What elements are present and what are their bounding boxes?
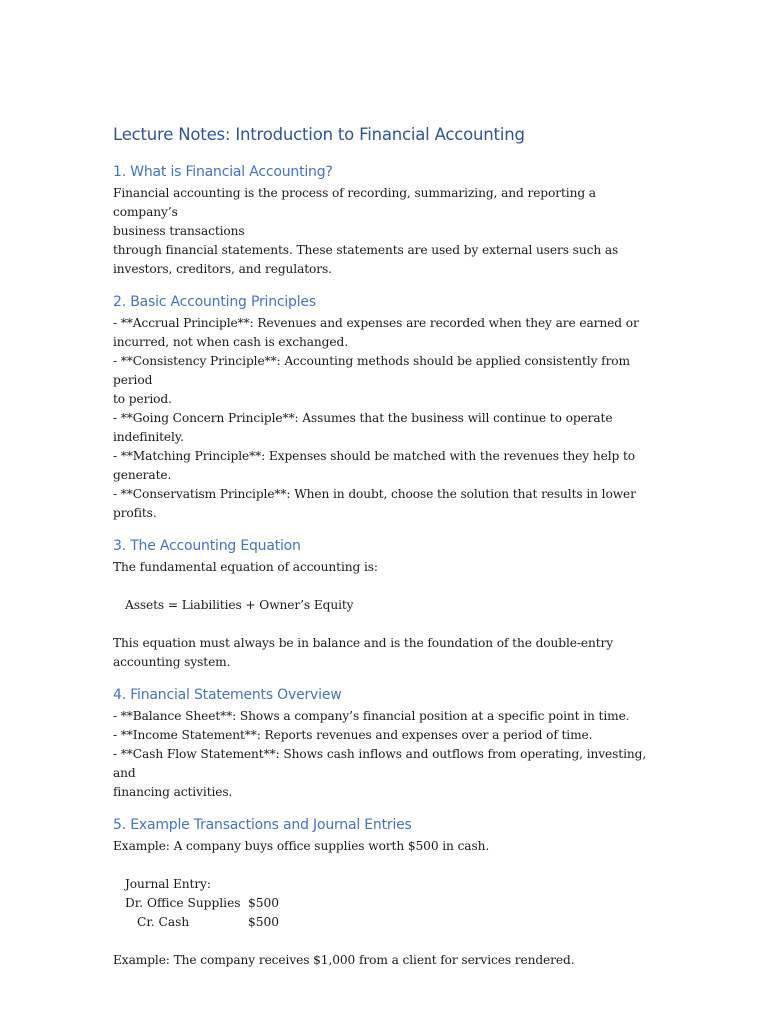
principle-line: - **Conservatism Principle**: When in doubt, choose the solution that results in lower bbox=[113, 487, 636, 501]
principle-line: - **Accrual Principle**: Revenues and expenses are recorded when they are earned or bbox=[113, 316, 639, 330]
paragraph-line: Financial accounting is the process of recording, summarizing, and reporting a company’s bbox=[113, 186, 596, 219]
equation-intro: The fundamental equation of accounting is: bbox=[113, 560, 378, 574]
principle-line: generate. bbox=[113, 468, 172, 482]
section-heading: 1. What is Financial Accounting? bbox=[113, 164, 333, 180]
section-example-transactions bbox=[113, 815, 663, 970]
principle-line: to period. bbox=[113, 392, 172, 406]
spacer bbox=[113, 615, 663, 634]
journal-credit-row bbox=[125, 913, 663, 932]
section-accounting-equation bbox=[113, 536, 663, 672]
accounting-equation: Assets = Liabilities + Owner’s Equity bbox=[125, 598, 354, 612]
spacer bbox=[113, 577, 663, 596]
journal-entry-title: Journal Entry: bbox=[125, 877, 211, 891]
section-heading: 4. Financial Statements Overview bbox=[113, 687, 342, 703]
statement-line: - **Balance Sheet**: Shows a company’s financial position at a specific point in time. bbox=[113, 709, 630, 723]
paragraph-line: This equation must always be in balance and is the foundation of the double-entry bbox=[113, 636, 614, 650]
credit-amount: $500 bbox=[248, 915, 280, 929]
document-body bbox=[113, 124, 663, 983]
section-what-is-financial-accounting bbox=[113, 162, 663, 279]
paragraph-line: investors, creditors, and regulators. bbox=[113, 262, 332, 276]
journal-entry bbox=[113, 875, 663, 932]
section-heading: 3. The Accounting Equation bbox=[113, 538, 301, 554]
journal-debit-row bbox=[125, 894, 663, 913]
example-line: Example: The company receives $1,000 from a client for services rendered. bbox=[113, 953, 575, 967]
paragraph-line: through financial statements. These statements are used by external users such as bbox=[113, 243, 619, 257]
section-basic-accounting-principles bbox=[113, 292, 663, 523]
document-title: Lecture Notes: Introduction to Financial Accounting bbox=[113, 125, 525, 144]
principle-line: indefinitely. bbox=[113, 430, 184, 444]
example-line: Example: A company buys office supplies worth $500 in cash. bbox=[113, 839, 490, 853]
statement-line: - **Income Statement**: Reports revenues and expenses over a period of time. bbox=[113, 728, 593, 742]
paragraph-line: accounting system. bbox=[113, 655, 231, 669]
principle-line: - **Matching Principle**: Expenses should be matched with the revenues they help to bbox=[113, 449, 636, 463]
statement-line: - **Cash Flow Statement**: Shows cash inflows and outflows from operating, investing, and bbox=[113, 747, 647, 780]
principle-line: incurred, not when cash is exchanged. bbox=[113, 335, 348, 349]
principle-line: profits. bbox=[113, 506, 157, 520]
section-financial-statements-overview bbox=[113, 685, 663, 802]
spacer bbox=[113, 856, 663, 875]
paragraph-line: business transactions bbox=[113, 224, 245, 238]
debit-amount: $500 bbox=[248, 896, 280, 910]
section-heading: 2. Basic Accounting Principles bbox=[113, 294, 316, 310]
debit-account: Dr. Office Supplies bbox=[125, 896, 241, 910]
spacer bbox=[113, 932, 663, 951]
statement-line: financing activities. bbox=[113, 785, 233, 799]
principle-line: - **Consistency Principle**: Accounting methods should be applied consistently from period bbox=[113, 354, 630, 387]
principle-line: - **Going Concern Principle**: Assumes that the business will continue to operate bbox=[113, 411, 613, 425]
credit-account: Cr. Cash bbox=[137, 915, 190, 929]
section-heading: 5. Example Transactions and Journal Entries bbox=[113, 817, 412, 833]
